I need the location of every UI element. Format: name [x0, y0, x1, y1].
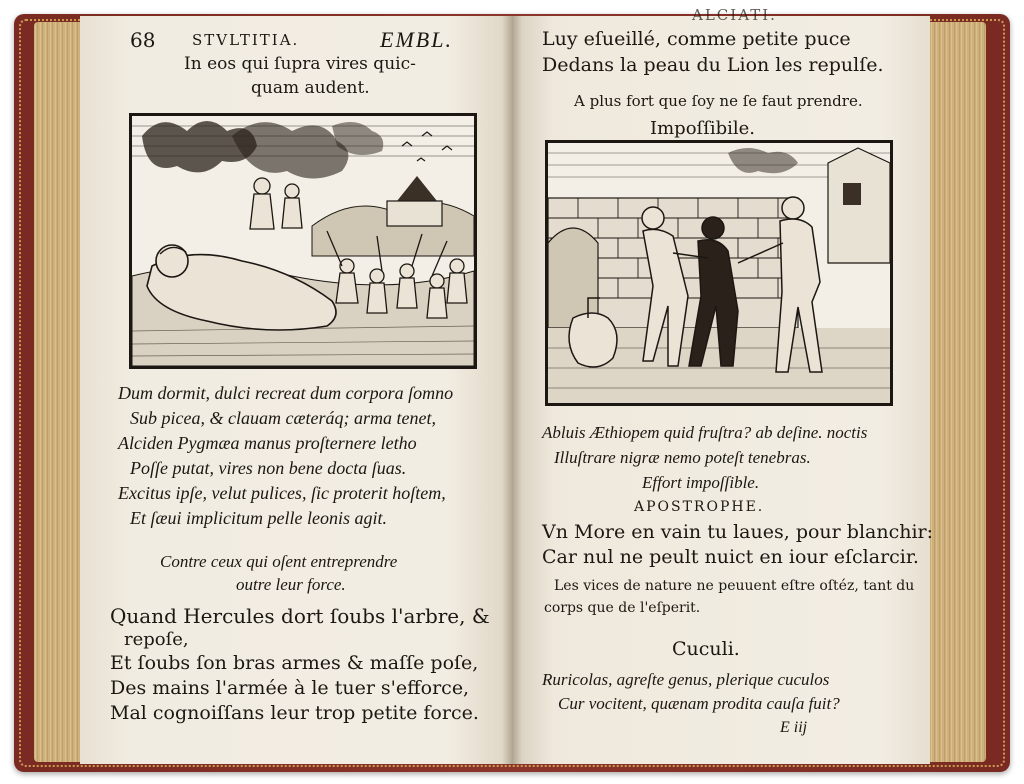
book-gutter [502, 16, 522, 764]
page-edges-right [928, 22, 986, 762]
next-latin-verse-1: Ruricolas, agreſte genus, plerique cuculos [542, 670, 830, 689]
latin-verse-6: Et ſæui implicitum pelle leonis agit. [130, 508, 387, 528]
woodcut-washing-ethiopian [545, 140, 893, 406]
woodcut-hercules-pygmies-icon [132, 116, 474, 366]
french-heading-1: Contre ceux qui oſent entreprendre [160, 552, 398, 571]
emblem-title: Impoſſibile. [650, 118, 756, 139]
carryover-line-2: Dedans la peau du Lion les repulſe. [542, 54, 884, 76]
french-verse-2: repoſe, [124, 629, 189, 650]
french-verse-4: Des mains l'armée à le tuer s'efforce, [110, 677, 470, 699]
woodcut-washing-ethiopian-icon [548, 143, 890, 403]
left-page [80, 16, 512, 764]
running-header: STVLTITIA. [192, 31, 300, 49]
carryover-line-1: Luy eſueillé, comme petite puce [542, 28, 851, 50]
french-verse-5: Mal cognoiſſans leur trop petite force. [110, 702, 479, 724]
french-verse-2: Car nul ne peult nuict en iour eſclarcir. [542, 546, 919, 568]
latin-verse-3: Alciden Pygmæa manus proſternere letho [118, 433, 417, 453]
motto-line-1: In eos qui ſupra vires quic- [184, 54, 416, 74]
latin-verse-4: Poſſe putat, vires non bene docta ſuas. [130, 458, 407, 478]
apostrophe-heading: APOSTROPHE. [634, 499, 765, 515]
latin-verse-1: Abluis Æthiopem quid fruſtra? ab deſine. noctis [542, 423, 868, 442]
moral-line: A plus fort que ſoy ne ſe faut prendre. [574, 92, 863, 110]
page-number: 68 [130, 28, 156, 52]
french-verse-3: Et ſoubs ſon bras armes & maſſe poſe, [110, 652, 479, 674]
running-header-cropped: ALCIATI. [692, 6, 777, 24]
french-prose-1: Les vices de nature ne peuuent eſtre oſtéz, tant du [554, 578, 915, 594]
latin-verse-3: Effort impoſſible. [642, 473, 760, 492]
right-page [512, 6, 934, 764]
woodcut-hercules-pygmies [129, 113, 477, 369]
french-verse-1: Quand Hercules dort ſoubs l'arbre, & [110, 604, 490, 628]
next-emblem-title: Cuculi. [672, 638, 740, 660]
page-edges-left [34, 22, 82, 762]
french-prose-2: corps que de l'eſperit. [544, 600, 701, 616]
latin-verse-2: Sub picea, & clauam cæteráq; arma tenet, [130, 408, 436, 428]
signature-mark: E iij [780, 719, 808, 736]
latin-verse-2: Illuſtrare nigræ nemo poteſt tenebras. [554, 448, 811, 467]
latin-verse-1: Dum dormit, dulci recreat dum corpora ſomno [118, 383, 454, 403]
motto-line-2: quam audent. [251, 78, 370, 98]
next-latin-verse-2: Cur vocitent, quænam prodita cauſa fuit? [558, 694, 840, 713]
french-verse-1: Vn More en vain tu laues, pour blanchir: [542, 521, 934, 543]
latin-verse-5: Excitus ipſe, velut pulices, ſic proterit hoſtem, [118, 483, 446, 503]
french-heading-2: outre leur force. [236, 575, 346, 594]
running-header-right: EMBL. [380, 27, 453, 52]
